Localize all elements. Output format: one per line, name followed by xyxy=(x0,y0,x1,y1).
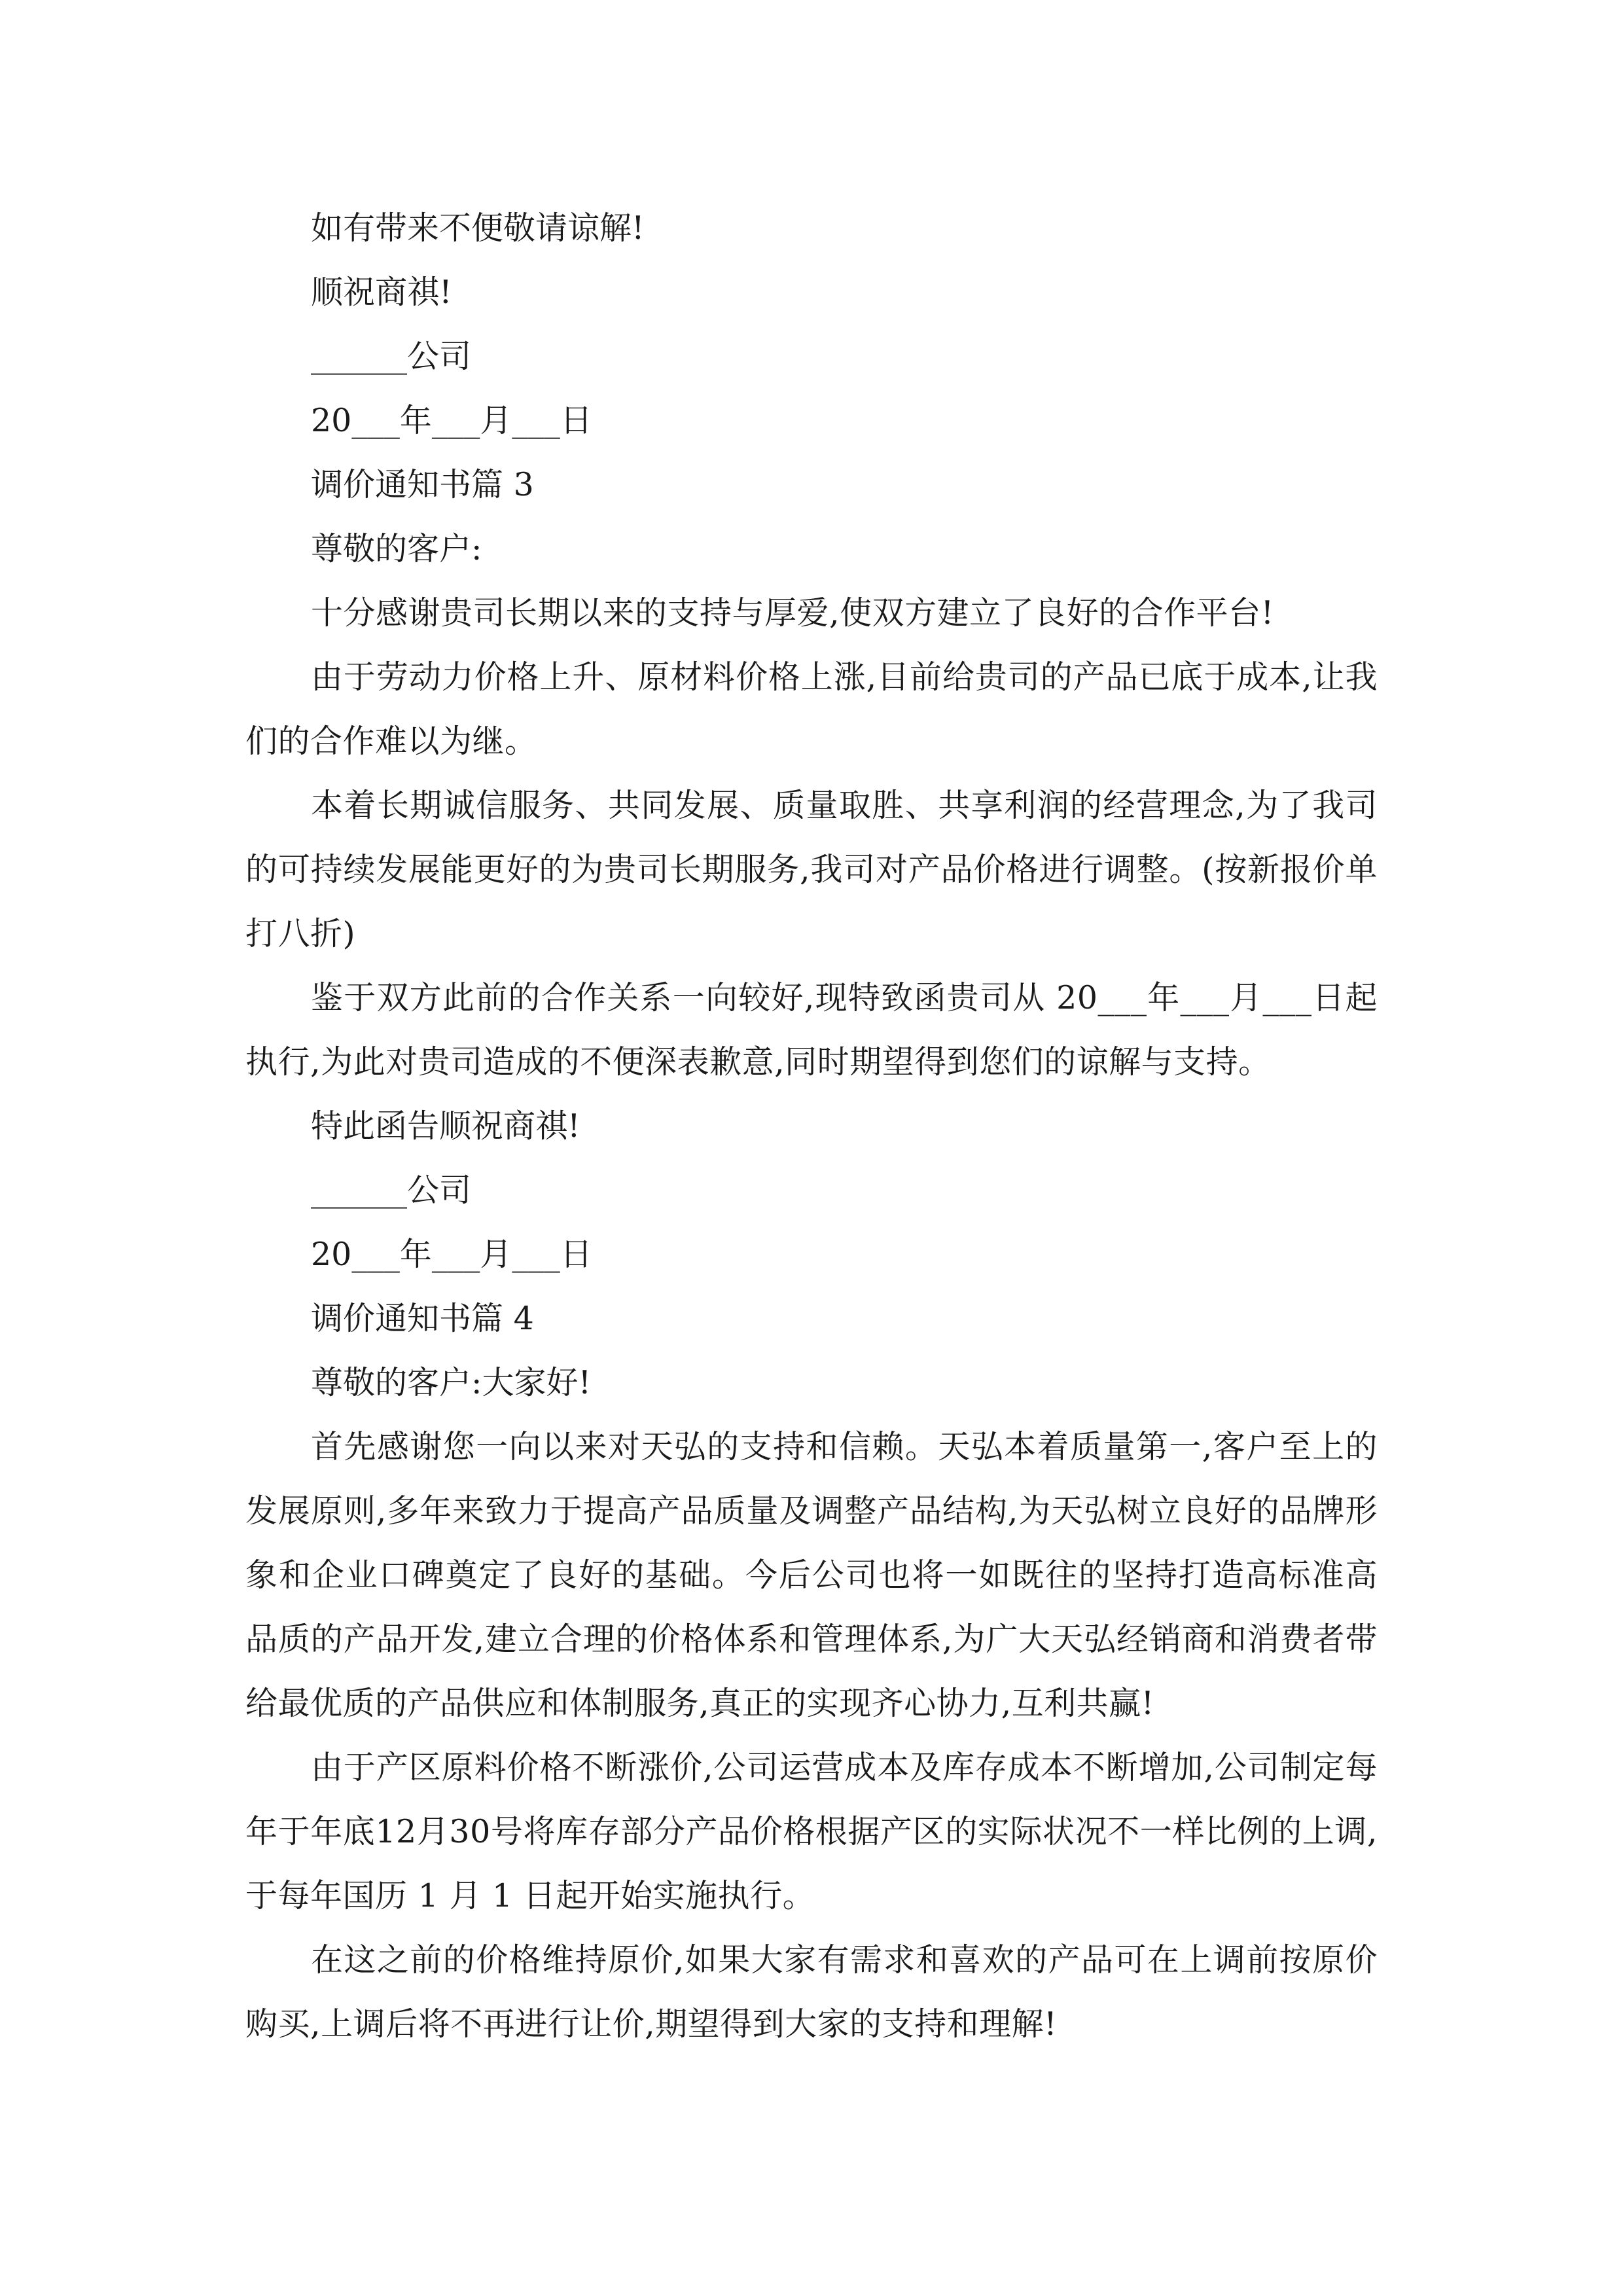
document-body xyxy=(245,196,1378,2056)
company-signature: ______公司 xyxy=(311,1172,472,1209)
body-paragraph: 由于劳动力价格上升、原材料价格上涨,目前给贵司的产品已底于成本,让我们的合作难以为继。 xyxy=(245,658,1378,760)
date-line: 20___年___月___日 xyxy=(311,402,592,439)
body-paragraph: 本着长期诚信服务、共同发展、质量取胜、共享利润的经营理念,为了我司的可持续发展能更好的为贵司长期服务,我司对产品价格进行调整。(按新报价单打八折) xyxy=(245,787,1378,952)
apology-line: 如有带来不便敬请谅解! xyxy=(311,209,645,247)
body-paragraph: 鉴于双方此前的合作关系一向较好,现特致函贵司从 20___年___月___日起执行,为此对贵司造成的不便深表歉意,同时期望得到您们的谅解与支持。 xyxy=(245,979,1378,1081)
body-paragraph: 由于产区原料价格不断涨价,公司运营成本及库存成本不断增加,公司制定每年于年底12月30号将库存部分产品价格根据产区的实际状况不一样比例的上调,于每年国历 1 月 1 日起开始实施执行。 xyxy=(245,1749,1378,1914)
section-heading: 调价通知书篇 4 xyxy=(311,1300,534,1337)
section-heading: 调价通知书篇 3 xyxy=(311,466,534,503)
company-signature: ______公司 xyxy=(311,338,472,375)
salutation: 尊敬的客户: xyxy=(311,530,482,567)
body-paragraph: 在这之前的价格维持原价,如果大家有需求和喜欢的产品可在上调前按原价购买,上调后将不再进行让价,期望得到大家的支持和理解! xyxy=(245,1941,1378,2043)
body-paragraph: 十分感谢贵司长期以来的支持与厚爱,使双方建立了良好的合作平台! xyxy=(311,594,1274,632)
closing-wish: 顺祝商祺! xyxy=(311,274,452,311)
salutation: 尊敬的客户:大家好! xyxy=(311,1364,592,1401)
closing-wish: 特此函告顺祝商祺! xyxy=(311,1107,580,1145)
date-line: 20___年___月___日 xyxy=(311,1236,592,1273)
body-paragraph: 首先感谢您一向以来对天弘的支持和信赖。天弘本着质量第一,客户至上的发展原则,多年来致力于提高产品质量及调整产品结构,为天弘树立良好的品牌形象和企业口碑奠定了良好的基础。今后公司也将一如既往的坚持打造高标准高品质的产品开发,建立合理的价格体系和管理体系,为广大天弘经销商和消费者带给最优质的产品供应和体制服务,真正的实现齐心协力,互利共赢! xyxy=(245,1428,1378,1722)
